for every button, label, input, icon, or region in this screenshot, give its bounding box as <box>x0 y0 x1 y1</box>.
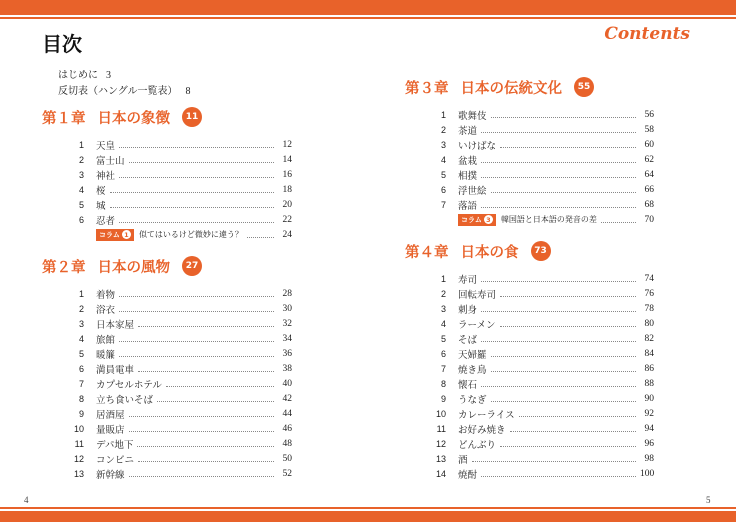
top-band <box>0 0 736 15</box>
chapter-label: 第３章 日本の伝統文化 <box>405 80 562 97</box>
toc-item[interactable]: 1 寿司 74 <box>440 273 654 286</box>
chapter-heading[interactable] <box>42 106 202 128</box>
toc-item[interactable]: 3 いけばな 60 <box>440 139 654 152</box>
chapter-3-list <box>430 107 654 227</box>
toc-item[interactable]: 7 焼き鳥 86 <box>440 363 654 376</box>
chapter-heading[interactable] <box>42 255 202 277</box>
intro-item[interactable] <box>58 82 191 97</box>
chapter-1-list <box>68 137 292 242</box>
page-title: 目次 <box>42 32 82 56</box>
toc-item[interactable]: 6 浮世絵 66 <box>440 184 654 197</box>
column-item[interactable]: コラム 3 韓国語と日本語の発音の差 70 <box>430 212 654 227</box>
toc-item[interactable]: 3 刺身 78 <box>440 303 654 316</box>
toc-item[interactable]: 11 お好み焼き 94 <box>436 423 654 436</box>
chapter-label: 第４章 日本の食 <box>405 244 519 261</box>
column-number: 3 <box>484 215 493 224</box>
chapter-heading[interactable] <box>405 76 594 98</box>
column-number: 1 <box>122 230 131 239</box>
toc-item[interactable]: 1 着物 28 <box>78 288 292 301</box>
toc-item[interactable]: 5 相撲 64 <box>440 169 654 182</box>
chapter-2-list <box>68 286 292 481</box>
toc-item[interactable]: 10 カレーライス 92 <box>435 408 654 421</box>
folio-left: 4 <box>24 495 29 505</box>
toc-item[interactable]: 1 歌舞伎 56 <box>440 109 654 122</box>
toc-item[interactable]: 5 城 20 <box>78 199 292 212</box>
toc-item[interactable]: 4 桜 18 <box>78 184 292 197</box>
top-band-line <box>0 17 736 19</box>
toc-item[interactable]: 3 日本家屋 32 <box>78 318 292 331</box>
toc-item[interactable]: 6 満員電車 38 <box>78 363 292 376</box>
contents-heading: Contents <box>604 24 690 44</box>
intro-item-title: はじめに <box>58 70 98 81</box>
intro-item[interactable] <box>58 66 111 81</box>
toc-item[interactable]: 4 盆栽 62 <box>440 154 654 167</box>
toc-item[interactable]: 2 回転寿司 76 <box>440 288 654 301</box>
intro-item-page: 3 <box>106 70 111 81</box>
chapter-page-badge: 27 <box>182 256 202 276</box>
toc-item[interactable]: 4 ラーメン 80 <box>440 318 654 331</box>
chapter-heading[interactable] <box>405 240 551 262</box>
bottom-band <box>0 511 736 522</box>
chapter-page-badge: 55 <box>574 77 594 97</box>
chapter-4-list <box>430 271 654 481</box>
toc-item[interactable]: 13 酒 98 <box>435 453 654 466</box>
toc-item[interactable]: 12 コンビニ 50 <box>73 453 292 466</box>
chapter-label: 第２章 日本の風物 <box>42 259 170 276</box>
column-tag: コラム 3 <box>458 214 496 226</box>
intro-item-title: 反切表（ハングル一覧表） <box>58 86 178 97</box>
toc-item[interactable]: 13 新幹線 52 <box>73 468 292 481</box>
column-tag: コラム 1 <box>96 229 134 241</box>
toc-item[interactable]: 2 浴衣 30 <box>78 303 292 316</box>
toc-item[interactable]: 5 暖簾 36 <box>78 348 292 361</box>
toc-item[interactable]: 7 落語 68 <box>440 199 654 212</box>
toc-item[interactable]: 6 天婦羅 84 <box>440 348 654 361</box>
toc-item[interactable]: 9 居酒屋 44 <box>78 408 292 421</box>
chapter-page-badge: 73 <box>531 241 551 261</box>
column-item[interactable]: コラム 1 似てはいるけど微妙に違う？ 24 <box>68 227 292 242</box>
intro-item-page: 8 <box>185 86 191 97</box>
toc-item[interactable]: 12 どんぶり 96 <box>435 438 654 451</box>
chapter-page-badge: 11 <box>182 107 202 127</box>
toc-item[interactable]: 8 懐石 88 <box>440 378 654 391</box>
toc-item[interactable]: 7 カプセルホテル 40 <box>78 378 292 391</box>
toc-item[interactable]: 8 立ち食いそば 42 <box>78 393 292 406</box>
toc-item[interactable]: 6 忍者 22 <box>78 214 292 227</box>
toc-item[interactable]: 2 富士山 14 <box>78 154 292 167</box>
toc-item[interactable]: 2 茶道 58 <box>440 124 654 137</box>
toc-item[interactable]: 10 量販店 46 <box>73 423 292 436</box>
toc-item[interactable]: 9 うなぎ 90 <box>440 393 654 406</box>
toc-item[interactable]: 5 そば 82 <box>440 333 654 346</box>
toc-item[interactable]: 1 天皇 12 <box>78 139 292 152</box>
toc-item[interactable]: 14 焼酎 100 <box>435 468 655 481</box>
toc-item[interactable]: 11 デパ地下 48 <box>74 438 292 451</box>
chapter-label: 第１章 日本の象徴 <box>42 110 170 127</box>
bottom-band-line <box>0 507 736 509</box>
toc-item[interactable]: 3 神社 16 <box>78 169 292 182</box>
folio-right: 5 <box>706 495 711 505</box>
toc-item[interactable]: 4 旅館 34 <box>78 333 292 346</box>
